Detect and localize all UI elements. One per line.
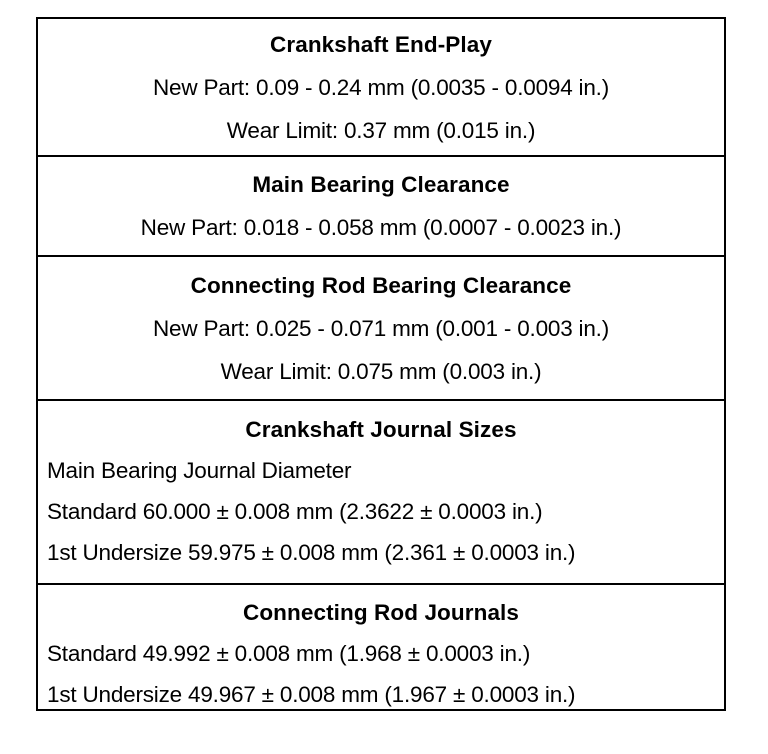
section-heading: Connecting Rod Journals [242, 600, 520, 625]
section-crankshaft-end-play [38, 19, 724, 155]
spec-line-standard: Standard 60.000 ± 0.008 mm (2.3622 ± 0.0003 in.) [47, 499, 543, 524]
spec-line-subheading: Main Bearing Journal Diameter [47, 458, 352, 483]
spec-line-wear-limit: Wear Limit: 0.075 mm (0.003 in.) [220, 359, 542, 384]
spec-line-undersize: 1st Undersize 49.967 ± 0.008 mm (1.967 ± 0.0003 in.) [47, 682, 576, 707]
section-heading: Main Bearing Clearance [252, 172, 510, 197]
spec-line-standard: Standard 49.992 ± 0.008 mm (1.968 ± 0.0003 in.) [47, 641, 531, 666]
section-heading: Connecting Rod Bearing Clearance [190, 273, 572, 298]
section-connecting-rod-bearing-clearance [38, 255, 724, 399]
spec-line-undersize: 1st Undersize 59.975 ± 0.008 mm (2.361 ± 0.0003 in.) [47, 540, 576, 565]
spec-line-new-part: New Part: 0.018 - 0.058 mm (0.0007 - 0.0023 in.) [140, 215, 622, 240]
section-main-bearing-clearance [38, 155, 724, 255]
section-heading: Crankshaft Journal Sizes [245, 417, 517, 442]
section-heading: Crankshaft End-Play [270, 32, 492, 57]
spec-line-new-part: New Part: 0.025 - 0.071 mm (0.001 - 0.003 in.) [152, 316, 610, 341]
section-crankshaft-journal-sizes [38, 399, 724, 583]
spec-line-new-part: New Part: 0.09 - 0.24 mm (0.0035 - 0.0094 in.) [152, 75, 610, 100]
crankshaft-spec-table [36, 17, 726, 711]
section-connecting-rod-journals [38, 583, 724, 709]
spec-line-wear-limit: Wear Limit: 0.37 mm (0.015 in.) [226, 118, 536, 143]
